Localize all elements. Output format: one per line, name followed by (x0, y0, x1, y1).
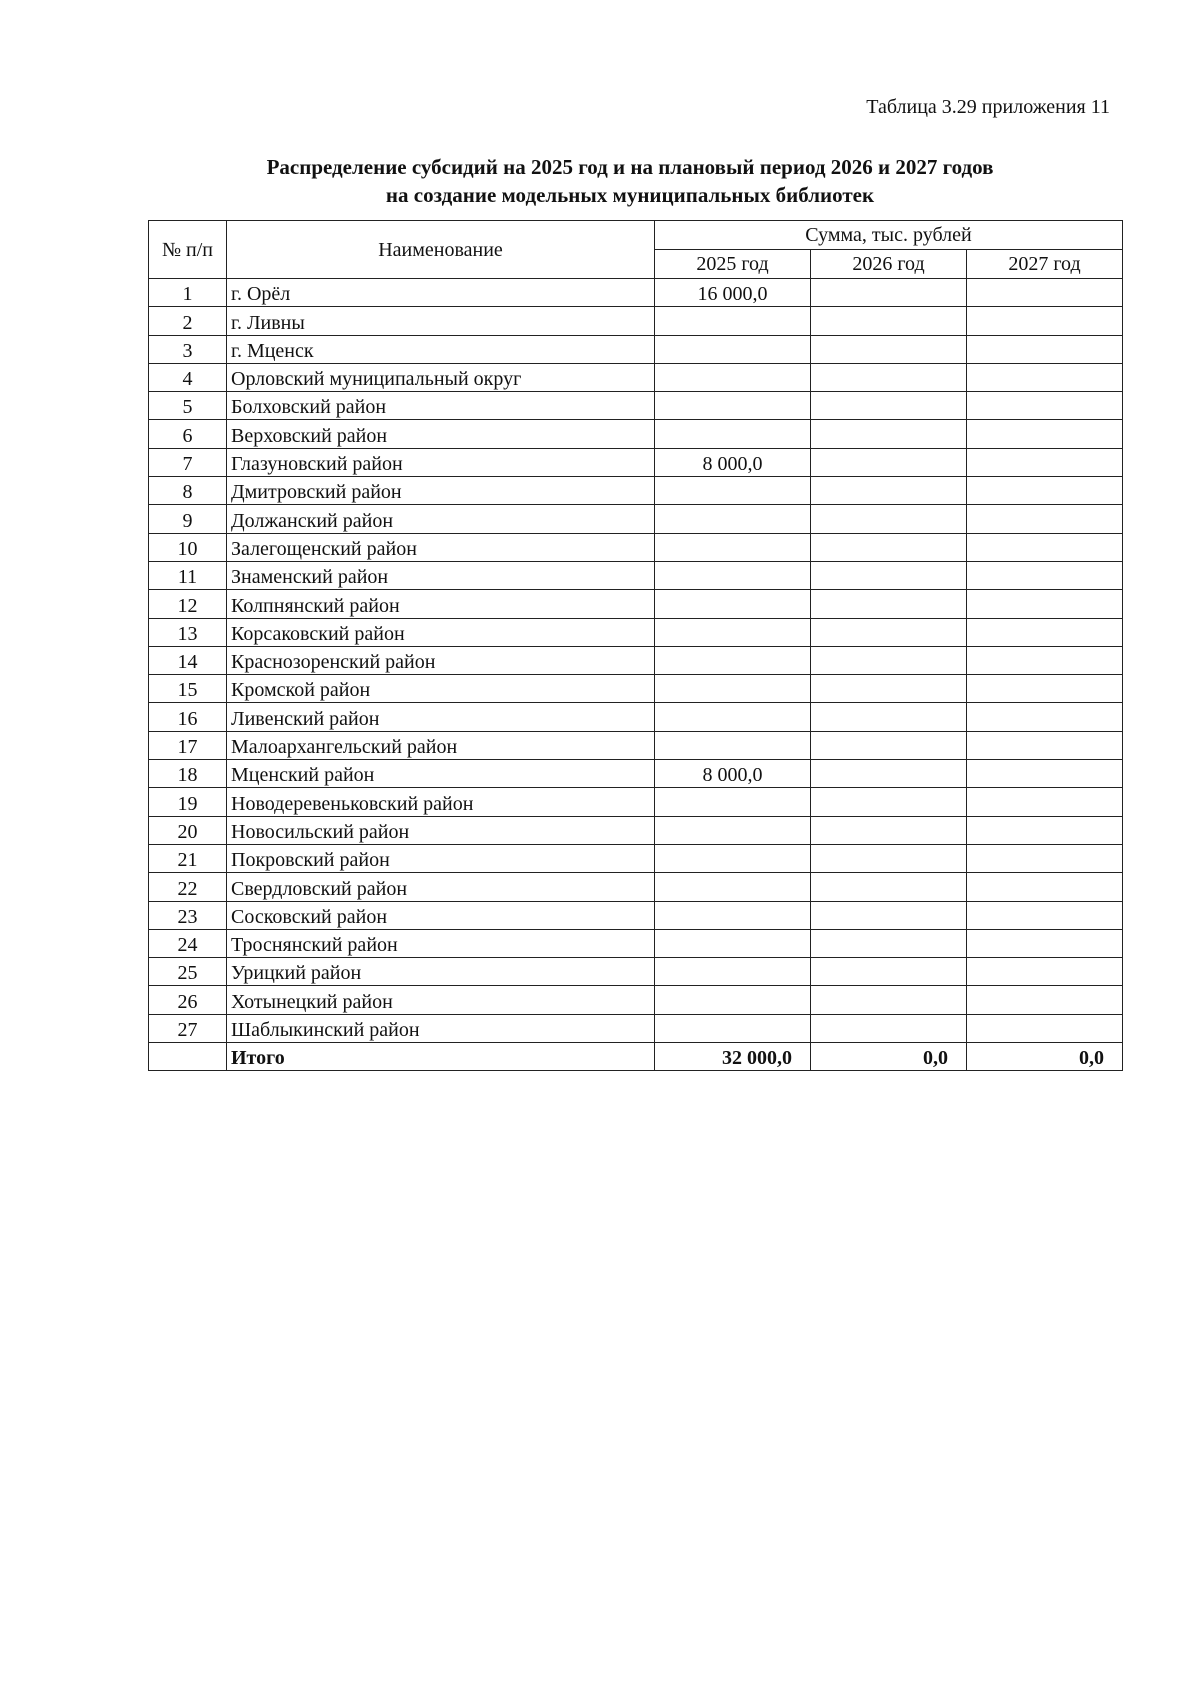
row-number: 12 (149, 590, 227, 618)
row-number: 17 (149, 731, 227, 759)
table-row (149, 561, 1123, 589)
row-number: 21 (149, 844, 227, 872)
row-number: 5 (149, 392, 227, 420)
row-value-2026 (811, 279, 967, 307)
row-number: 4 (149, 363, 227, 391)
row-value-2027 (967, 901, 1123, 929)
row-name: Болховский район (227, 392, 655, 420)
row-name: Корсаковский район (227, 618, 655, 646)
row-value-2025 (655, 788, 811, 816)
row-value-2025 (655, 675, 811, 703)
row-number: 15 (149, 675, 227, 703)
row-number: 19 (149, 788, 227, 816)
row-value-2026 (811, 420, 967, 448)
row-value-2025 (655, 392, 811, 420)
row-value-2026 (811, 335, 967, 363)
table-row (149, 1014, 1123, 1042)
row-name: Орловский муниципальный округ (227, 363, 655, 391)
table-row (149, 873, 1123, 901)
table-row (149, 505, 1123, 533)
row-value-2027 (967, 986, 1123, 1014)
row-value-2025 (655, 420, 811, 448)
header-sum-group: Сумма, тыс. рублей (655, 221, 1123, 250)
row-name: Верховский район (227, 420, 655, 448)
row-name: Ливенский район (227, 703, 655, 731)
row-value-2027 (967, 675, 1123, 703)
row-number: 1 (149, 279, 227, 307)
row-value-2025: 16 000,0 (655, 279, 811, 307)
row-number: 13 (149, 618, 227, 646)
row-name: Краснозоренский район (227, 646, 655, 674)
row-value-2027 (967, 335, 1123, 363)
row-value-2026 (811, 448, 967, 476)
row-name: Дмитровский район (227, 477, 655, 505)
row-number: 22 (149, 873, 227, 901)
header-year-2027: 2027 год (967, 250, 1123, 279)
row-value-2027 (967, 816, 1123, 844)
row-value-2027 (967, 392, 1123, 420)
row-value-2025 (655, 363, 811, 391)
row-value-2026 (811, 307, 967, 335)
row-number: 18 (149, 760, 227, 788)
row-value-2025 (655, 901, 811, 929)
row-value-2026 (811, 533, 967, 561)
row-value-2026 (811, 363, 967, 391)
row-number: 27 (149, 1014, 227, 1042)
row-value-2025 (655, 958, 811, 986)
row-value-2026 (811, 505, 967, 533)
row-number: 6 (149, 420, 227, 448)
row-name: Урицкий район (227, 958, 655, 986)
row-value-2025 (655, 873, 811, 901)
row-name: Знаменский район (227, 561, 655, 589)
row-value-2026 (811, 561, 967, 589)
row-value-2025 (655, 335, 811, 363)
row-value-2026 (811, 1014, 967, 1042)
table-row (149, 590, 1123, 618)
row-number: 10 (149, 533, 227, 561)
table-row (149, 307, 1123, 335)
row-value-2026 (811, 731, 967, 759)
row-value-2027 (967, 363, 1123, 391)
header-name: Наименование (227, 221, 655, 279)
row-value-2027 (967, 958, 1123, 986)
row-name: Мценский район (227, 760, 655, 788)
row-value-2027 (967, 646, 1123, 674)
row-value-2027 (967, 533, 1123, 561)
table-row (149, 420, 1123, 448)
table-row (149, 703, 1123, 731)
row-value-2026 (811, 618, 967, 646)
row-name: Шаблыкинский район (227, 1014, 655, 1042)
row-value-2026 (811, 590, 967, 618)
total-label: Итого (227, 1043, 655, 1071)
row-number: 25 (149, 958, 227, 986)
table-row (149, 929, 1123, 957)
row-value-2025 (655, 703, 811, 731)
table-body (149, 279, 1123, 1071)
row-value-2026 (811, 816, 967, 844)
row-name: Залегощенский район (227, 533, 655, 561)
row-name: Новодеревеньковский район (227, 788, 655, 816)
row-value-2025 (655, 505, 811, 533)
header-row (149, 221, 1123, 250)
row-number: 11 (149, 561, 227, 589)
row-name: Кромской район (227, 675, 655, 703)
row-name: Хотынецкий район (227, 986, 655, 1014)
row-value-2025 (655, 477, 811, 505)
row-name: Троснянский район (227, 929, 655, 957)
table-row (149, 618, 1123, 646)
row-value-2025 (655, 590, 811, 618)
row-value-2025 (655, 618, 811, 646)
total-2027: 0,0 (967, 1043, 1123, 1071)
row-value-2027 (967, 788, 1123, 816)
table-row (149, 533, 1123, 561)
row-value-2025 (655, 561, 811, 589)
table-row (149, 646, 1123, 674)
table-row (149, 901, 1123, 929)
row-value-2025 (655, 646, 811, 674)
row-value-2025 (655, 1014, 811, 1042)
table-row (149, 477, 1123, 505)
row-name: Колпнянский район (227, 590, 655, 618)
row-value-2027 (967, 844, 1123, 872)
row-value-2027 (967, 448, 1123, 476)
row-number: 9 (149, 505, 227, 533)
row-value-2025 (655, 533, 811, 561)
row-number: 16 (149, 703, 227, 731)
row-number: 3 (149, 335, 227, 363)
header-year-2026: 2026 год (811, 250, 967, 279)
row-value-2025 (655, 816, 811, 844)
row-value-2027 (967, 703, 1123, 731)
row-number: 14 (149, 646, 227, 674)
table-row (149, 788, 1123, 816)
row-value-2027 (967, 731, 1123, 759)
row-value-2027 (967, 477, 1123, 505)
table-row (149, 844, 1123, 872)
header-number: № п/п (149, 221, 227, 279)
row-number: 24 (149, 929, 227, 957)
row-value-2026 (811, 392, 967, 420)
total-number (149, 1043, 227, 1071)
row-value-2026 (811, 901, 967, 929)
row-number: 20 (149, 816, 227, 844)
row-value-2027 (967, 929, 1123, 957)
row-value-2027 (967, 760, 1123, 788)
total-2025: 32 000,0 (655, 1043, 811, 1071)
row-number: 8 (149, 477, 227, 505)
table-row (149, 760, 1123, 788)
row-value-2026 (811, 675, 967, 703)
row-value-2026 (811, 873, 967, 901)
row-value-2025 (655, 986, 811, 1014)
table-caption: Таблица 3.29 приложения 11 (866, 96, 1110, 118)
table-row (149, 675, 1123, 703)
table-row (149, 392, 1123, 420)
row-value-2026 (811, 760, 967, 788)
row-value-2027 (967, 505, 1123, 533)
row-number: 26 (149, 986, 227, 1014)
table-row (149, 958, 1123, 986)
document-title-line-2: на создание модельных муниципальных библиотек (385, 183, 875, 207)
table-row (149, 816, 1123, 844)
document-title-line-1: Распределение субсидий на 2025 год и на плановый период 2026 и 2027 годов (266, 155, 994, 179)
row-name: Покровский район (227, 844, 655, 872)
table-row (149, 448, 1123, 476)
row-number: 7 (149, 448, 227, 476)
row-value-2025: 8 000,0 (655, 760, 811, 788)
row-value-2025 (655, 731, 811, 759)
row-value-2027 (967, 561, 1123, 589)
row-name: г. Орёл (227, 279, 655, 307)
row-value-2026 (811, 844, 967, 872)
row-name: Глазуновский район (227, 448, 655, 476)
row-name: Должанский район (227, 505, 655, 533)
row-number: 23 (149, 901, 227, 929)
row-value-2025 (655, 307, 811, 335)
document-title (150, 153, 1110, 209)
row-value-2026 (811, 646, 967, 674)
row-value-2025: 8 000,0 (655, 448, 811, 476)
table-row (149, 363, 1123, 391)
row-value-2027 (967, 618, 1123, 646)
row-value-2025 (655, 844, 811, 872)
row-value-2026 (811, 929, 967, 957)
row-value-2026 (811, 986, 967, 1014)
row-value-2026 (811, 477, 967, 505)
table-row (149, 279, 1123, 307)
row-name: г. Мценск (227, 335, 655, 363)
row-value-2026 (811, 788, 967, 816)
row-name: Малоархангельский район (227, 731, 655, 759)
row-value-2027 (967, 279, 1123, 307)
row-value-2025 (655, 929, 811, 957)
table-row (149, 986, 1123, 1014)
total-row (149, 1043, 1123, 1071)
row-name: Свердловский район (227, 873, 655, 901)
subsidy-table (148, 220, 1123, 1071)
row-name: Новосильский район (227, 816, 655, 844)
row-value-2026 (811, 703, 967, 731)
table-row (149, 335, 1123, 363)
total-2026: 0,0 (811, 1043, 967, 1071)
header-year-2025: 2025 год (655, 250, 811, 279)
row-value-2027 (967, 420, 1123, 448)
table-row (149, 731, 1123, 759)
table-header (149, 221, 1123, 279)
row-value-2027 (967, 873, 1123, 901)
row-value-2027 (967, 307, 1123, 335)
row-value-2026 (811, 958, 967, 986)
row-name: Сосковский район (227, 901, 655, 929)
row-value-2027 (967, 590, 1123, 618)
row-name: г. Ливны (227, 307, 655, 335)
row-number: 2 (149, 307, 227, 335)
row-value-2027 (967, 1014, 1123, 1042)
